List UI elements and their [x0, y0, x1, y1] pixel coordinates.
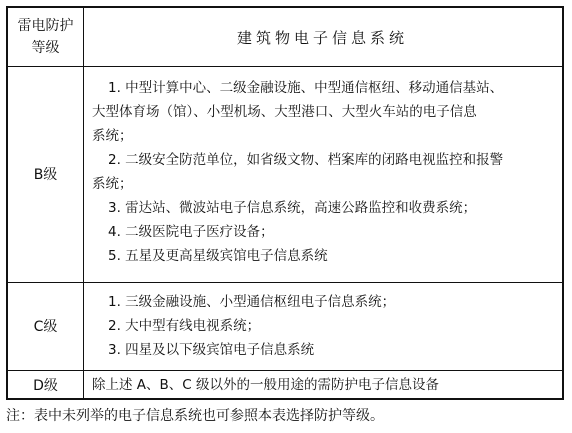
level-label: B级	[33, 167, 58, 183]
systems-cell-b	[92, 76, 554, 268]
level-label: C级	[33, 319, 58, 335]
row-divider	[8, 66, 562, 67]
protection-level-table	[6, 6, 564, 400]
header-system-title: 建筑物电子信息系统	[236, 28, 408, 47]
list-item: 大型体育场（馆）、小型机场、大型港口、大型火车站的电子信息	[92, 104, 477, 120]
header-level-line2: 等级	[31, 40, 60, 56]
header-system-cell	[83, 8, 562, 66]
list-item: 5. 五星及更高星级宾馆电子信息系统	[108, 248, 328, 264]
header-level-cell	[8, 8, 83, 66]
list-item: 系统；	[92, 128, 133, 144]
level-cell-b	[8, 66, 83, 282]
list-item: 2. 二级安全防范单位，如省级文物、档案库的闭路电视监控和报警	[108, 152, 504, 168]
header-level-line1: 雷电防护	[17, 18, 74, 34]
list-item: 3. 四星及以下级宾馆电子信息系统	[108, 342, 315, 358]
list-item: 4. 二级医院电子医疗设备；	[108, 224, 274, 240]
row-divider	[8, 282, 562, 283]
list-item: 3. 雷达站、微波站电子信息系统，高速公路监控和收费系统；	[108, 200, 477, 216]
level-cell-d	[8, 370, 83, 400]
list-item: 除上述 A、B、C 级以外的一般用途的需防护电子信息设备	[92, 377, 440, 393]
level-label: D级	[33, 378, 58, 394]
list-item: 系统；	[92, 176, 133, 192]
level-cell-c	[8, 282, 83, 370]
list-item: 1. 中型计算中心、二级金融设施、中型通信枢纽、移动通信基站、	[108, 80, 504, 96]
list-item: 2. 大中型有线电视系统；	[108, 318, 261, 334]
list-item: 1. 三级金融设施、小型通信枢纽电子信息系统；	[108, 294, 396, 310]
systems-cell-c	[92, 290, 554, 362]
systems-cell-d	[92, 373, 554, 397]
row-divider	[8, 370, 562, 371]
table-footnote: 注：表中未列举的电子信息系统也可参照本表选择防护等级。	[6, 408, 384, 424]
